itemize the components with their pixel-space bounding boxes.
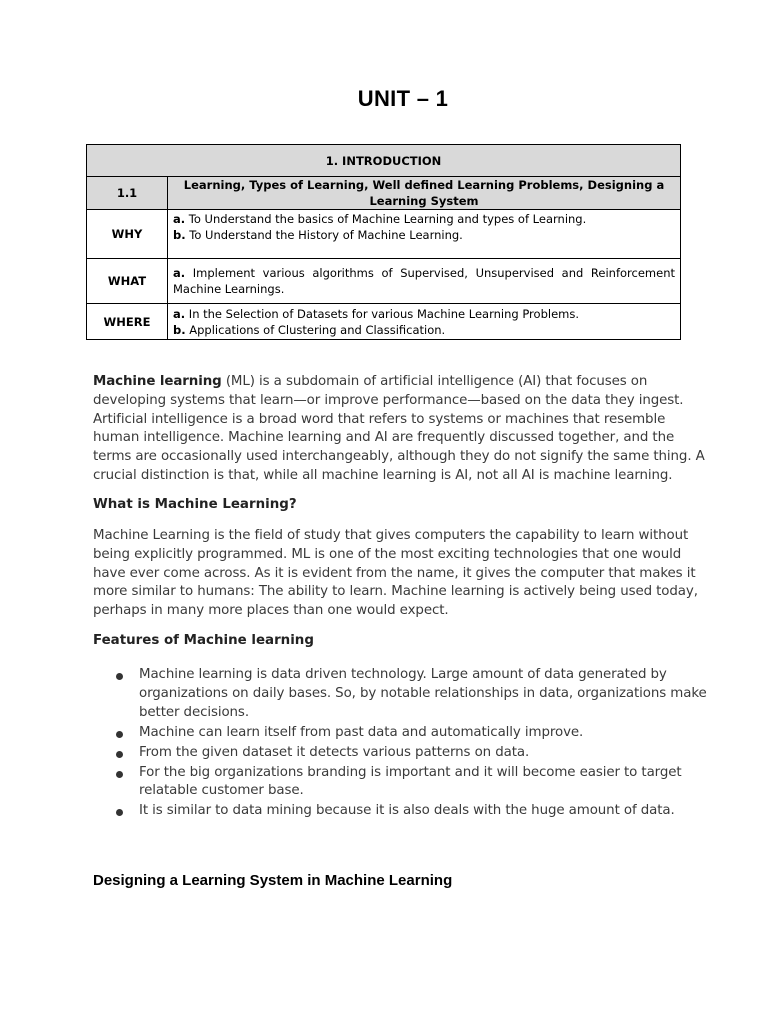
item-marker: a. bbox=[173, 306, 186, 321]
list-item bbox=[173, 266, 675, 296]
list-item bbox=[115, 744, 715, 763]
item-marker: a. bbox=[173, 212, 186, 226]
list-item-text: From the given dataset it detects various patterns on data. bbox=[139, 744, 530, 760]
table-header: 1. INTRODUCTION bbox=[87, 145, 681, 177]
bullet-icon bbox=[116, 751, 123, 758]
list-item bbox=[115, 764, 715, 802]
row-content-why bbox=[168, 210, 681, 259]
intro-text: (ML) is a subdomain of artificial intelligence (AI) that focuses on developing systems that learn—or improve performance—based on the data they ingest. Artificial intelligence is a broad word that refers to systems or machines that resemble human intelligence. Machine learning and AI are frequently discussed together, and the terms are occasionally used interchangeably, although they do not signify the same thing. A crucial distinction is that, while all machine learning is AI, not all AI is machine learning. bbox=[93, 374, 705, 483]
row-label-why: WHY bbox=[87, 210, 168, 259]
row-label-what: WHAT bbox=[87, 259, 168, 304]
list-item-text: Machine learning is data driven technology. Large amount of data generated by organizations on daily bases. So, by notable relationships in data, organizations make better decisions. bbox=[139, 667, 707, 720]
topic-title: Learning, Types of Learning, Well defined Learning Problems, Designing a Learning System bbox=[168, 177, 681, 210]
intro-term: Machine learning bbox=[93, 374, 222, 389]
list-item-text: Machine can learn itself from past data and automatically improve. bbox=[139, 724, 584, 740]
table-row bbox=[87, 210, 681, 259]
row-content-what bbox=[168, 259, 681, 304]
list-item bbox=[115, 724, 715, 743]
table-topic-row bbox=[87, 177, 681, 210]
unit-overview-table bbox=[86, 144, 681, 340]
row-label-where: WHERE bbox=[87, 304, 168, 340]
item-text: To Understand the History of Machine Learning. bbox=[185, 228, 463, 242]
list-item bbox=[173, 227, 675, 243]
what-is-ml-heading: What is Machine Learning? bbox=[93, 497, 297, 512]
item-text: Implement various algorithms of Supervised, Unsupervised and Reinforcement Machine Learnings. bbox=[173, 266, 675, 296]
list-item bbox=[173, 211, 675, 227]
section-heading: Designing a Learning System in Machine Learning bbox=[93, 872, 453, 889]
table-row bbox=[87, 304, 681, 340]
item-text: Applications of Clustering and Classification. bbox=[185, 322, 446, 337]
what-is-ml-paragraph: Machine Learning is the field of study that gives computers the capability to learn without being explicitly programmed. ML is one of the most exciting technologies that one would have ever come across. As it is evident from the name, it gives the computer that makes it more similar to humans: The ability to learn. Machine learning is actively being used today, perhaps in many more places than one would expect. bbox=[93, 528, 698, 619]
list-item-text: For the big organizations branding is important and it will become easier to target relatable customer base. bbox=[139, 764, 682, 799]
item-text: In the Selection of Datasets for various Machine Learning Problems. bbox=[185, 306, 579, 321]
features-list bbox=[115, 666, 715, 822]
item-marker: b. bbox=[173, 322, 186, 337]
unit-title: UNIT – 1 bbox=[357, 86, 449, 111]
intro-paragraph bbox=[93, 373, 715, 486]
bullet-icon bbox=[116, 673, 123, 680]
list-item bbox=[173, 306, 675, 322]
bullet-icon bbox=[116, 731, 123, 738]
features-heading: Features of Machine learning bbox=[93, 633, 314, 648]
item-marker: a. bbox=[173, 266, 186, 280]
row-content-where bbox=[168, 304, 681, 340]
item-marker: b. bbox=[173, 228, 186, 242]
bullet-icon bbox=[116, 809, 123, 816]
table-row bbox=[87, 259, 681, 304]
list-item bbox=[173, 322, 675, 338]
bullet-icon bbox=[116, 771, 123, 778]
list-item-text: It is similar to data mining because it is also deals with the huge amount of data. bbox=[139, 803, 675, 819]
item-text: To Understand the basics of Machine Learning and types of Learning. bbox=[185, 212, 587, 226]
list-item bbox=[115, 666, 715, 722]
list-item bbox=[115, 802, 715, 821]
topic-number: 1.1 bbox=[87, 177, 168, 210]
table-header-row bbox=[87, 145, 681, 177]
